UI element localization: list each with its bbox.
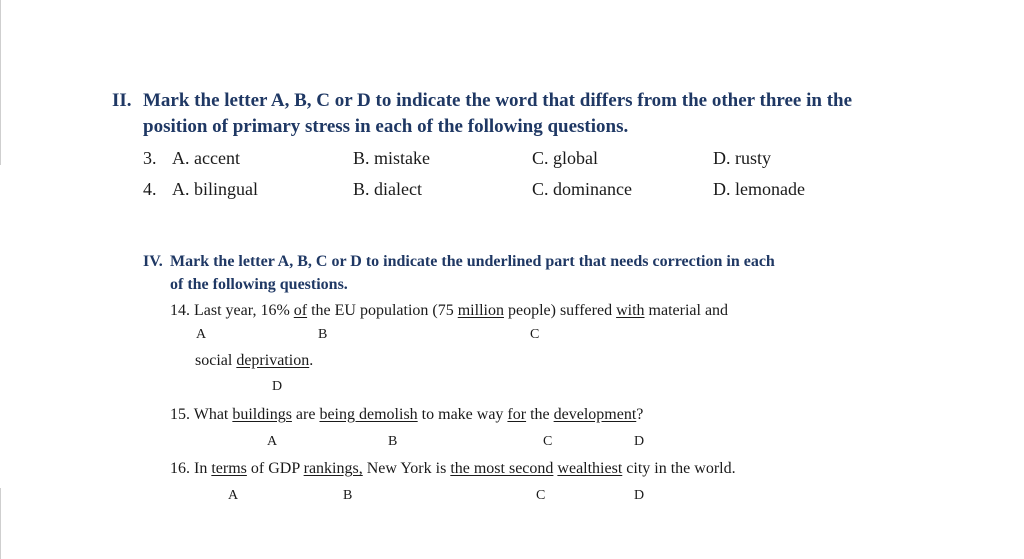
q16-underline-a: terms — [211, 460, 247, 477]
q14-text-1: 14. Last year, 16% — [170, 302, 294, 319]
question-4-option-d: D. lemonade — [713, 179, 805, 199]
question-3-option-a: A. accent — [172, 148, 240, 168]
question-4-option-c: C. dominance — [532, 179, 632, 199]
question-14-line1 — [170, 302, 728, 320]
question-4-option-a: A. bilingual — [172, 179, 258, 199]
q16-text-2: of GDP — [246, 460, 304, 477]
q14-letter-c: C — [530, 327, 540, 342]
question-3-option-d: D. rusty — [713, 148, 771, 168]
section-2-heading-line2: position of primary stress in each of the following questions. — [143, 116, 629, 137]
section-4-heading-line2: of the following questions. — [170, 276, 348, 293]
q15-underline-d: development — [553, 406, 637, 423]
q16-underline-c: the most second — [450, 460, 554, 477]
q14-text-3: people) suffered — [503, 302, 617, 319]
q14-letter-b: B — [318, 327, 328, 342]
q16-text-5: city in the world. — [622, 460, 736, 477]
q15-text-3: to make way — [417, 406, 508, 423]
q15-letter-b: B — [388, 434, 398, 449]
q15-text-2: are — [291, 406, 320, 423]
q16-letter-d: D — [634, 488, 645, 503]
q15-text-5: ? — [636, 406, 644, 423]
q16-text-3: New York is — [362, 460, 451, 477]
q14-underline-a: of — [293, 302, 308, 319]
left-edge-divider-bottom — [0, 488, 1, 559]
left-edge-divider-top — [0, 0, 1, 165]
section-4-heading-line1: Mark the letter A, B, C or D to indicate the underlined part that needs correction in each — [170, 253, 775, 270]
section-4-number: IV. — [143, 253, 163, 270]
question-15-line — [170, 406, 643, 424]
q14-underline-c: with — [616, 302, 645, 319]
question-3-option-c: C. global — [532, 148, 598, 168]
q15-underline-c: for — [507, 406, 527, 423]
q16-letter-c: C — [536, 488, 546, 503]
q15-letter-d: D — [634, 434, 645, 449]
question-14-line2 — [195, 352, 313, 370]
q16-underline-b: rankings, — [303, 460, 363, 477]
q14-underline-b: million — [457, 302, 504, 319]
q15-text-4: the — [526, 406, 554, 423]
question-4-number: 4. — [143, 179, 157, 199]
question-3-number: 3. — [143, 148, 157, 168]
q14-underline-d: deprivation — [236, 352, 310, 369]
q16-letter-a: A — [228, 488, 239, 503]
section-2-heading-line1: Mark the letter A, B, C or D to indicate the word that differs from the other three in the — [143, 90, 853, 111]
q15-text-1: 15. What — [170, 406, 233, 423]
q14-text-6: . — [309, 352, 314, 369]
q14-text-2: the EU population (75 — [307, 302, 458, 319]
question-4-option-b: B. dialect — [353, 179, 422, 199]
q14-letter-a: A — [196, 327, 207, 342]
question-3-option-b: B. mistake — [353, 148, 430, 168]
q16-letter-b: B — [343, 488, 353, 503]
q14-text-4: material and — [644, 302, 729, 319]
question-16-line — [170, 460, 736, 478]
q15-underline-b: being demolish — [319, 406, 418, 423]
q16-text-1: 16. In — [170, 460, 212, 477]
q15-letter-a: A — [267, 434, 278, 449]
q14-letter-d: D — [272, 379, 283, 394]
q15-letter-c: C — [543, 434, 553, 449]
q14-text-5: social — [195, 352, 237, 369]
q15-underline-a: buildings — [232, 406, 292, 423]
section-2-number: II. — [112, 90, 132, 111]
q16-underline-d: wealthiest — [557, 460, 623, 477]
